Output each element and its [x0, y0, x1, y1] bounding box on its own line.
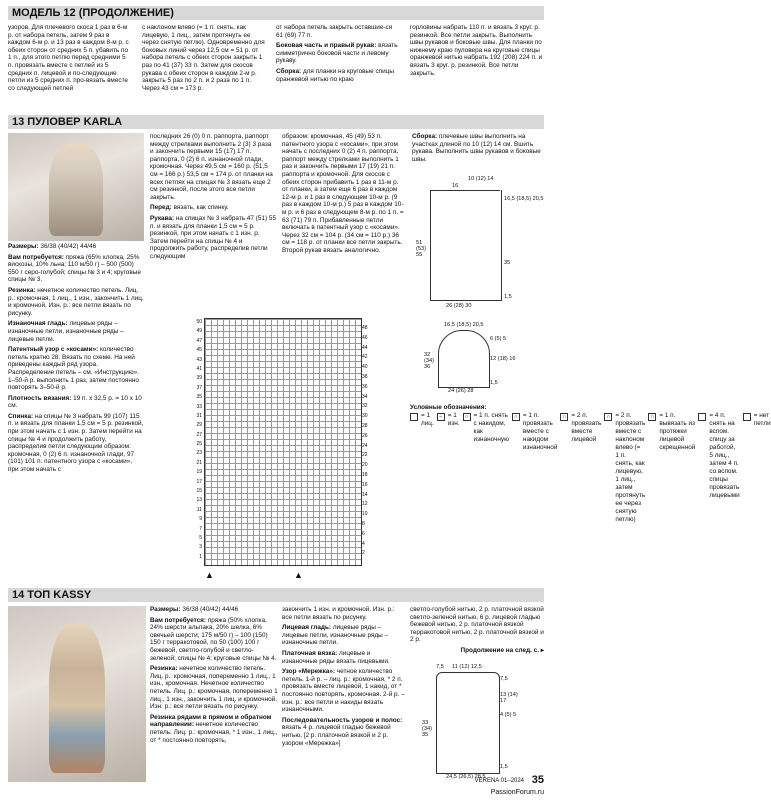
legend-item [698, 412, 739, 500]
row-number: 35 [196, 394, 202, 401]
row-number: 6 [362, 530, 365, 537]
row-number: 15 [196, 488, 202, 495]
section-13-title: 13 ПУЛОВЕР KARLA [8, 115, 544, 129]
row-number: 34 [362, 393, 368, 400]
legend-symbol-icon: ∩ [604, 413, 612, 421]
dim-label: 26 (28) 30 [446, 303, 472, 309]
dim-label: 16 [452, 183, 459, 189]
row-number: 9 [199, 516, 202, 523]
dim-label: 10 (12) 14 [468, 176, 494, 182]
dim-label: 1,5 [490, 380, 498, 386]
dim-label: 24,5 (26,5) 28,5 [446, 774, 486, 780]
row-number: 36 [362, 383, 368, 390]
row-number: 17 [196, 478, 202, 485]
row-number: 30 [362, 413, 368, 420]
text-col-2: с наклоном влево (= 1 п. снять, как лицевую, 1 лиц., затем протянуть ее через снятую петлю). Одновременно для боковых линий через 12,5 см = 51 р. от набора петель с обеих сторон закрыть 1 раз по 41 (37) 33 п. Затем для скосов рукава с обеих сторон в каждом 2-м р. закрыть 5 раз по 2 п. и 2 раза по 1 п. Через 43 см = 173 р. [142, 24, 265, 92]
sleeve-schematic [438, 330, 490, 388]
row-number: 21 [196, 459, 202, 466]
row-number: 40 [362, 364, 368, 371]
row-number: 44 [362, 344, 368, 351]
legend-item [560, 412, 601, 444]
row-number: 11 [196, 506, 202, 513]
legend-text: = 4 п. снять на вспом. спицу за работой, 5 лиц., затем 4 п. со вспом. спицы провязать лицевыми [709, 412, 740, 499]
s14-col-1: Размеры: 36/38 (40/42) 44/46 Вам потребуется: пряжа (50% хлопка, 24% шерсти альпака, 20% шелка, 6% овечьей шерсти; 175 м/50 г) – 100 (150) 150 г терракотовой, по 50 (100) 100 г бежевой, светло-голубой и светло-зеленой; спицы № 4; круговые спицы № 4. Резинка: нечетное количество петель. Лиц. р.: кромочная, попеременно 1 лиц., 1 изн., кромочная. Нечетное количество петель. Лиц. р.: кромочная, попеременно 1 лиц., 1 изн., закончить 1 лиц. и кромочной. Изн. р.: все петли вязать по рисунку. Резинка рядами в прямом и обратном направлении: нечетное количество петель. Лиц. р.: кромочная, * 1 изн., 1 лиц., от * постоянно повторять, [150, 606, 278, 744]
dim-label: 7,5 [500, 676, 508, 682]
legend-symbol-icon [743, 413, 751, 421]
row-number: 27 [196, 431, 202, 438]
row-number: 32 [362, 403, 368, 410]
legend-item [512, 412, 558, 452]
legend-item [743, 412, 771, 428]
dim-label: 13 (14) 17 [500, 692, 518, 704]
row-number: 18 [362, 471, 368, 478]
s13-mid-col-2: образом: кромочная, 45 (49) 53 п. патентного узора с «косами», при этом начать с последних 0 (2) 4 п. раппорта, раппорт между стрелками выполнить 1 раз и закончить первыми 17 (19) 21 п. раппорта и кромочной. Для скосов с обеих сторон прибавить 1 раз в 11-м р. от планки, а затем еще 6 раз в каждом 12-м р. и 1 раз в следующем 10-м р. (9 раз в каждом 10-м р.) 5 раз в каждом 10-м р. и 6 раз в следующем 8-м р. по 1 п. = 63 (71) 79 п. Прибавленные петли включать в патентный узор с «косами». Через 32 см = 104 р. (34 см = 110 р.) 36 см = 118 р. от планки все петли закрыть. Второй рукав вязать аналогично. [282, 133, 404, 254]
text-col-3: от набора петель закрыть оставшие-ся 61 (69) 77 п. Боковая часть и правый рукав: вязать симметрично боковой части и левому рукаву. Сборка: для планки на круговые спицы оранжевой нитью по краю [276, 24, 398, 83]
dim-label: 1,5 [500, 764, 508, 770]
legend-item [463, 412, 509, 444]
row-number: 43 [196, 356, 202, 363]
dim-label: 24 (26) 28 [448, 388, 474, 394]
legend-text: = 1 изн. [447, 412, 460, 427]
row-number: 28 [362, 422, 368, 429]
row-number: 5 [199, 534, 202, 541]
row-number: 29 [196, 422, 202, 429]
dim-label: 51 (53) 55 [416, 240, 426, 258]
chart-row-numbers-right [362, 324, 372, 559]
legend-item [604, 412, 645, 524]
row-number: 16 [362, 481, 368, 488]
s13-assembly: Сборка: плечевые швы выполнить на участках длиной по 10 (12) 14 см. Вшить рукава. Выполнить швы рукавов и боковые швы. [412, 133, 541, 163]
watermark: PassionForum.ru [490, 789, 544, 796]
s13-mid-col-1: последних 26 (0) 0 п. раппорта, раппорт между стрелками выполнить 2 (3) 3 раза и закончить первыми 15 (17) 17 п. раппорта, 0 (2) 6 п. изнаночной глади, кромочная. Через 49,5 см = 160 р. (51,5 см = 166 р.) 53,5 см = 174 р. от планки на всех петлях на спицах № 3 вязать еще 2 см резинкой, после этого все петли закрыть. Перед: вязать, как спинку. Рукава: на спицах № 3 набрать 47 (51) 55 п. и вязать для планки 1,5 см = 5 р. резинкой, при этом начать с 1 изн. р. Затем перейти на спицы № 4 и продолжить работу, распределив петли следующим [150, 133, 276, 260]
top-schematic [436, 672, 500, 774]
legend-symbol-icon [698, 413, 706, 421]
dim-label: 11 (12) 12,5 [452, 664, 482, 670]
row-number: 38 [362, 373, 368, 380]
row-number: 20 [362, 462, 368, 469]
row-number: 25 [196, 441, 202, 448]
row-number: 14 [362, 491, 368, 498]
s13-left-col: Размеры: 36/38 (40/42) 44/46 Вам потребуется: пряжа (65% хлопка, 25% вискозы, 10% льна; 110 м/50 г) – 500 (500) 550 г серо-голубой; спицы № 3 и 4; круговые спицы № 3. Резинка: нечетное количество петель. Лиц. р.: кромочная, 1 лиц., 1 изн., закончить 1 лиц. и кромочной. Изн. р.: все петли вязать по рисунку. Изнаночная гладь: лицевые ряды – изнаночные петли, изнаночные ряды – лицевые петли. Патентный узор с «косами»: количество петель кратно 28. Вязать по схеме. На ней приведены каждый ряд узора. Распределение петель – см. «Инструкцию». 1–50-й р. выполнить 1 раз, затем постоянно повторять 3–50-й р. Плотность вязания: 19 п. х 32,5 р. = 10 х 10 см. Спинка: на спицы № 3 набрать 99 (107) 115 п. и вязать для планки 1,5 см = 5 р. резинкой, при этом начать с 1 изн. р. Затем перейти на спицы № 4 и продолжить работу, распределив петли следующим образом: кромочная, 0 (2) 6 п. изнаночной глади, 97 (101) 101 п. патентного узора с «косами», при этом начать с [8, 243, 144, 474]
row-number: 31 [196, 412, 202, 419]
dim-label: 35 [504, 260, 511, 266]
legend-item [437, 412, 460, 428]
top-photo [8, 606, 146, 782]
row-number: 19 [196, 469, 202, 476]
legend-symbol-icon [410, 413, 418, 421]
legend-text: = 2 п. провязать вместе с наклоном влево (= 1 п. снять, как лицевую, 1 лиц., затем протянуть ее через снятую петлю) [615, 412, 646, 523]
knitting-chart [204, 318, 362, 566]
legend-text: = нет петли [753, 412, 771, 427]
row-number: 50 [196, 319, 202, 325]
dim-label: 32 (34) 36 [424, 352, 434, 370]
legend-text: = 2 п. провязать вместе лицевой [571, 412, 602, 443]
legend-symbol-icon: ∩ [648, 413, 656, 421]
dim-label: 12 (18) 16 [490, 356, 516, 362]
row-number: 24 [362, 442, 368, 449]
row-number: 47 [196, 337, 202, 344]
row-number: 41 [196, 365, 202, 372]
dim-label: 7,5 [436, 664, 444, 670]
dim-label: 16,5 (18,5) 20,5 [504, 196, 544, 202]
row-number: 48 [362, 325, 368, 331]
text-col-4: горловины набрать 110 п. и вязать 3 круг. р. резинкой. Все петли закрыть. Выполнить швы рукавов и боковые швы. Для планки по нижнему краю пуловера на круговые спицы оранжевой нитью набрать 192 (208) 224 п. и вязать 3 круг. р. резинкой. Все петли закрыть. [410, 24, 543, 77]
legend-text: = 1 п. вывязать из протяжки лицевой скрещенной [659, 412, 696, 451]
row-number: 46 [362, 334, 368, 341]
row-number: 12 [362, 501, 368, 508]
row-number: 1 [199, 553, 202, 560]
row-number: 39 [196, 375, 202, 382]
repeat-arrow-right-icon: ▲ [294, 570, 303, 580]
row-number: 4 [362, 540, 365, 547]
legend-title: Условные обозначения: [410, 404, 487, 411]
chart-legend [410, 404, 771, 524]
dim-label: 16,5 (18,5) 20,5 [444, 322, 484, 328]
dim-label: 6 (5) 5 [490, 336, 507, 342]
back-schematic [430, 190, 502, 301]
schem-top-line [430, 190, 500, 191]
legend-text: = 1 п. снять с накидом, как изнаночную [473, 412, 509, 443]
legend-text: = 1 лиц. [421, 412, 434, 427]
row-number: 2 [362, 550, 365, 557]
legend-symbol-icon: ∩ [560, 413, 568, 421]
dim-label: 4 (5) 5 [500, 712, 517, 718]
row-number: 23 [196, 450, 202, 457]
row-number: 3 [199, 544, 202, 551]
row-number: 37 [196, 384, 202, 391]
row-number: 10 [362, 511, 368, 518]
row-number: 22 [362, 452, 368, 459]
chart-row-numbers-left [192, 318, 202, 562]
row-number: 13 [196, 497, 202, 504]
row-number: 7 [199, 525, 202, 532]
legend-text: = 1 п. провязать вместе с накидом изнаночной [522, 412, 558, 451]
s14-col-3: светло-голубой нитью, 2 р. платочной вязкой светло-зеленой нитью, 6 р. лицевой гладью бежевой нитью, 2 р. платочной вязкой терракотовой нитью, 2 р. платочной вязкой и 2 р. Продолжение на след. с. ▸ [410, 606, 544, 654]
magazine-name: VERENA 01–2024 [474, 778, 524, 784]
repeat-arrow-left-icon: ▲ [205, 570, 214, 580]
legend-item [648, 412, 695, 452]
page-header: МОДЕЛЬ 12 (ПРОДОЛЖЕНИЕ) [8, 6, 544, 20]
section-14-title: 14 ТОП KASSY [8, 588, 544, 602]
row-number: 26 [362, 432, 368, 439]
row-number: 45 [196, 347, 202, 354]
row-number: 49 [196, 328, 202, 335]
row-number: 42 [362, 354, 368, 361]
text-col-1: узоров. Для плечевого скоса 1 раз в 6-м р. от набора петель, затем 9 раз в каждом 6-м р. и 13 раз в каждом 8-м р. с обеих сторон от средних 5 п. убавить по 1 п., для этого петлю перед средними 5 п. провязать вместе с петлей из 5 средних п. лицевой и по-следующие петли из 5 средних п. про-вязать вместе со следующей петлей [8, 24, 129, 92]
row-number: 33 [196, 403, 202, 410]
legend-symbol-icon: ∩ [512, 413, 520, 421]
s14-col-2: закончить 1 изн. и кромочной. Изн. р.: все петли вязать по рисунку. Лицевая гладь: лицевые ряды – лицевые петли, изнаночные ряды – изнаночные петли. Платочная вязка: лицевые и изнаночные ряды вязать лицевыми. Узор «Мережка»: четное количество петель. 1-й р. – лиц. р.: кромочная, * 2 п. провязать вместе лицевой, 1 накид, от * постоянно повторять, кромочная. 2-й р. – изн. р.: все петли и накиды вязать изнаночными. Последовательность узоров и полос: вязать 4 р. лицевой гладью бежевой нитью, [2 р. платочной вязкой и 2 р. узором «Мережка»] [282, 606, 405, 747]
row-number: 8 [362, 520, 365, 527]
legend-symbol-icon: ∩ [463, 413, 471, 421]
dim-label: 1,5 [504, 294, 512, 300]
dim-label: 33 (34) 35 [422, 720, 432, 738]
legend-symbol-icon: – [437, 413, 445, 421]
pullover-photo [8, 133, 144, 241]
legend-item [410, 412, 434, 428]
page-number: 35 [531, 774, 544, 786]
